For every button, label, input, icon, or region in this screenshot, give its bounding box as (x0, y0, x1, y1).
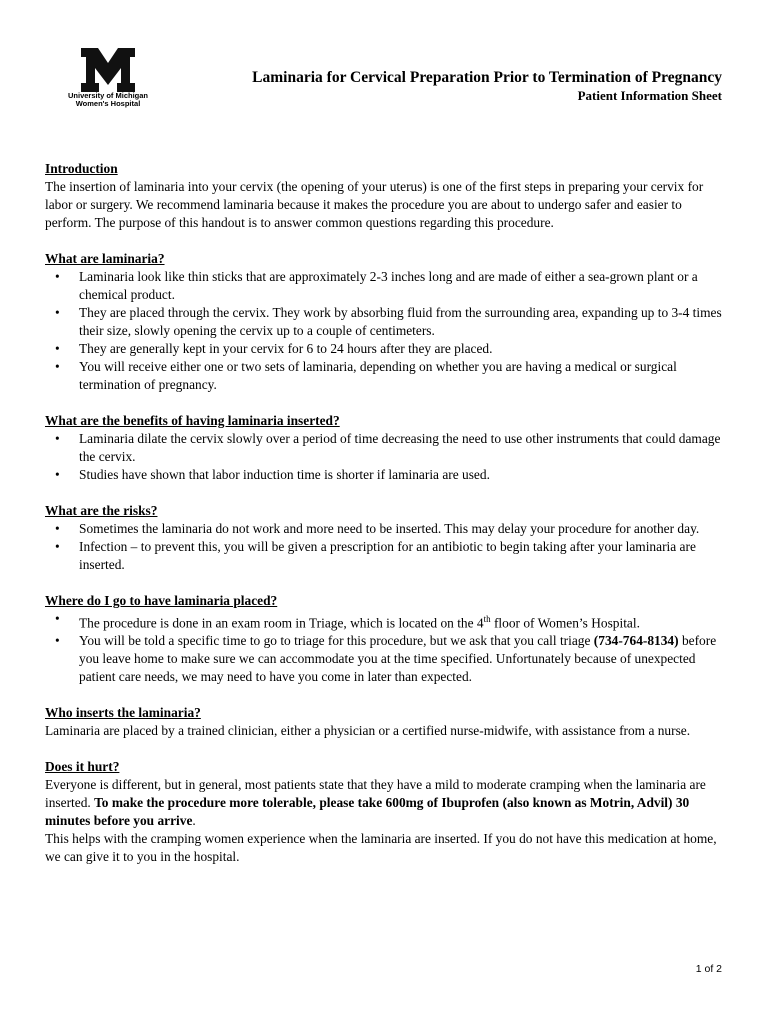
hospital-logo (58, 48, 158, 116)
block-m-icon (81, 48, 135, 92)
section-heading: What are the risks? (45, 503, 158, 518)
list-item: • They are generally kept in your cervix for 6 to 24 hours after they are placed. (79, 340, 725, 358)
list-item: • Laminaria dilate the cervix slowly over a period of time decreasing the need to use other instruments that could damage the cervix. (79, 430, 725, 466)
paragraph-text: Everyone is different, but in general, most patients state that they have a mild to moderate cramping when the laminaria are inserted. (45, 777, 706, 811)
section-heading: What are laminaria? (45, 251, 165, 266)
document-body (45, 160, 725, 884)
item-text: floor of Women’s Hospital. (490, 615, 640, 631)
list-item: • You will receive either one or two sets of laminaria, depending on whether you are having a medical or surgical termination of pregnancy. (79, 358, 725, 394)
paragraph-text: . (192, 813, 196, 829)
ibuprofen-instruction: To make the procedure more tolerable, please take 600mg of Ibuprofen (also known as Motrin, Advil) 30 minutes before you arrive (45, 795, 690, 829)
document-header (252, 68, 722, 104)
list-item (79, 632, 725, 686)
section-benefits (45, 412, 725, 484)
section-heading: Where do I go to have laminaria placed? (45, 593, 278, 608)
section-heading: What are the benefits of having laminaria inserted? (45, 413, 340, 428)
section-paragraph: This helps with the cramping women experience when the laminaria are inserted. If you do not have this medication at home, we can give it to you in the hospital. (45, 831, 717, 865)
item-text: before you leave home to make sure we can accommodate you at the time specified. Unfortunately because of unexpected patient care needs, we may need to have you come in later than expected. (79, 633, 717, 685)
ordinal-suffix: th (483, 614, 491, 624)
list-item: • Studies have shown that labor induction time is shorter if laminaria are used. (79, 466, 725, 484)
bullet-list (45, 520, 725, 574)
item-text: You will be told a specific time to go to triage for this procedure, but we ask that you call triage (79, 633, 594, 649)
section-who (45, 704, 725, 740)
bullet-list (45, 610, 725, 686)
section-does-it-hurt (45, 758, 725, 866)
logo-line-2: Women's Hospital (75, 99, 141, 108)
block-m-shape (81, 48, 135, 92)
section-what-are-laminaria (45, 250, 725, 394)
section-paragraph (45, 776, 725, 830)
section-paragraph: The insertion of laminaria into your cervix (the opening of your uterus) is one of the first steps in preparing your cervix for labor or surgery. We recommend laminaria because it makes the procedure you are about to undergo safer and easier to perform. The purpose of this handout is to answer common questions regarding this procedure. (45, 179, 704, 230)
bullet-list (45, 268, 725, 394)
page-number: 1 of 2 (695, 963, 722, 975)
section-risks (45, 502, 725, 574)
section-introduction (45, 160, 725, 232)
list-item: • They are placed through the cervix. They work by absorbing fluid from the surrounding area, expanding up to 3-4 times their size, slowly opening the cervix up to a couple of centimeters. (79, 304, 725, 340)
section-heading: Introduction (45, 161, 118, 176)
list-item: • Sometimes the laminaria do not work and more need to be inserted. This may delay your procedure for another day. (79, 520, 725, 538)
document-subtitle: Patient Information Sheet (577, 88, 722, 103)
bullet-list (45, 430, 725, 484)
section-heading: Who inserts the laminaria? (45, 705, 201, 721)
logo-line-1: University of Michigan (67, 91, 148, 100)
list-item (79, 610, 725, 632)
list-item: • Infection – to prevent this, you will be given a prescription for an antibiotic to begin taking after your laminaria are inserted. (79, 538, 725, 574)
item-text: The procedure is done in an exam room in Triage, which is located on the 4 (79, 615, 484, 631)
list-item: • Laminaria look like thin sticks that are approximately 2-3 inches long and are made of either a sea-grown plant or a chemical product. (79, 268, 725, 304)
section-paragraph: Laminaria are placed by a trained clinician, either a physician or a certified nurse-midwife, with assistance from a nurse. (45, 723, 691, 739)
document-title: Laminaria for Cervical Preparation Prior to Termination of Pregnancy (252, 69, 722, 86)
section-heading: Does it hurt? (45, 759, 120, 775)
triage-phone-number: (734-764-8134) (593, 633, 679, 649)
section-where (45, 592, 725, 686)
